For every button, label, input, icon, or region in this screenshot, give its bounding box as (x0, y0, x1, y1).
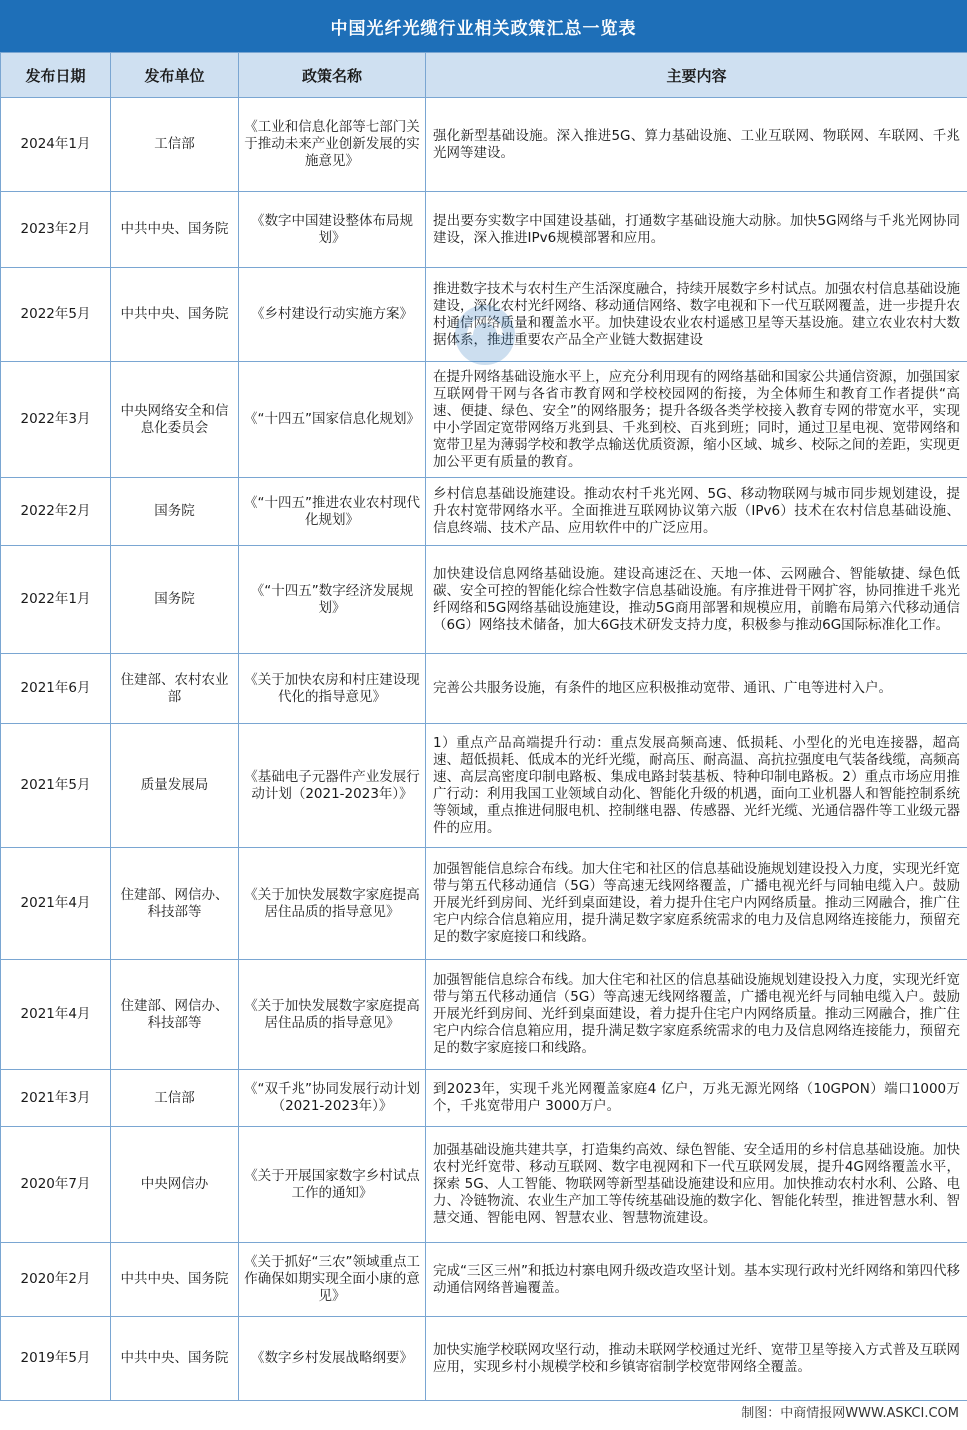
row-date: 2022年3月 (1, 362, 111, 478)
row-date: 2019年5月 (1, 1317, 111, 1401)
table-row (1, 1243, 967, 1317)
row-date: 2020年2月 (1, 1243, 111, 1317)
row-content: 完善公共服务设施，有条件的地区应积极推动宽带、通讯、广电等进村入户。 (426, 654, 967, 724)
row-date: 2023年2月 (1, 192, 111, 268)
row-date: 2022年5月 (1, 268, 111, 362)
table-row (1, 362, 967, 478)
row-org: 工信部 (111, 1070, 239, 1127)
row-policy-name: 《数字乡村发展战略纲要》 (239, 1317, 426, 1401)
table-row (1, 98, 967, 192)
column-header-content: 主要内容 (426, 53, 967, 98)
row-content: 加快建设信息网络基础设施。建设高速泛在、天地一体、云网融合、智能敏捷、绿色低碳、安全可控的智能化综合性数字信息基础设施。有序推进骨干网扩容，协同推进千兆光纤网络和5G网络基础设施建设，推动5G商用部署和规模应用，前瞻布局第六代移动通信（6G）网络技术储备，加大6G技术研发支持力度，积极参与推动6G国际标准化工作。 (426, 546, 967, 654)
table-row (1, 546, 967, 654)
row-policy-name: 《乡村建设行动实施方案》 (239, 268, 426, 362)
row-date: 2022年2月 (1, 478, 111, 546)
table-row (1, 960, 967, 1070)
table-row (1, 268, 967, 362)
row-content: 提出要夯实数字中国建设基础，打通数字基础设施大动脉。加快5G网络与千兆光网协同建设，深入推进IPv6规模部署和应用。 (426, 192, 967, 268)
row-date: 2024年1月 (1, 98, 111, 192)
row-content: 加强智能信息综合布线。加大住宅和社区的信息基础设施规划建设投入力度，实现光纤宽带与第五代移动通信（5G）等高速无线网络覆盖，广播电视光纤与同轴电缆入户。鼓励开展光纤到房间、光纤到桌面建设，着力提升住宅户内网络质量。推动三网融合，推广住宅户内综合信息箱应用，提升满足数字家庭系统需求的电力及信息网络连接能力，预留充足的数字家庭接口和线路。 (426, 960, 967, 1070)
row-content: 加强智能信息综合布线。加大住宅和社区的信息基础设施规划建设投入力度，实现光纤宽带与第五代移动通信（5G）等高速无线网络覆盖，广播电视光纤与同轴电缆入户。鼓励开展光纤到房间、光纤到桌面建设，着力提升住宅户内网络质量。推动三网融合，推广住宅户内综合信息箱应用，提升满足数字家庭系统需求的电力及信息网络连接能力，预留充足的数字家庭接口和线路。 (426, 848, 967, 960)
row-org: 工信部 (111, 98, 239, 192)
table-row (1, 1317, 967, 1401)
row-org: 中共中央、国务院 (111, 268, 239, 362)
column-header-org: 发布单位 (111, 53, 239, 98)
table-row (1, 1070, 967, 1127)
row-policy-name: 《关于抓好“三农”领域重点工作确保如期实现全面小康的意见》 (239, 1243, 426, 1317)
row-date: 2021年6月 (1, 654, 111, 724)
table-row (1, 1127, 967, 1243)
row-content: 完成“三区三州”和抵边村寨电网升级改造攻坚计划。基本实现行政村光纤网络和第四代移动通信网络普遍覆盖。 (426, 1243, 967, 1317)
column-header-policy-name: 政策名称 (239, 53, 426, 98)
table-row (1, 478, 967, 546)
row-org: 住建部、网信办、科技部等 (111, 960, 239, 1070)
table-row (1, 192, 967, 268)
row-policy-name: 《“十四五”国家信息化规划》 (239, 362, 426, 478)
row-content: 加快实施学校联网攻坚行动，推动未联网学校通过光纤、宽带卫星等接入方式普及互联网应用，实现乡村小规模学校和乡镇寄宿制学校宽带网络全覆盖。 (426, 1317, 967, 1401)
row-org: 国务院 (111, 546, 239, 654)
row-policy-name: 《关于加快发展数字家庭提高居住品质的指导意见》 (239, 848, 426, 960)
row-org: 中央网络安全和信息化委员会 (111, 362, 239, 478)
row-content: 在提升网络基础设施水平上，应充分利用现有的网络基础和国家公共通信资源，加强国家互联网骨干网与各省市教育网和学校校园网的衔接，为全体师生和教育工作者提供“高速、便捷、绿色、安全”的网络服务；提升各级各类学校接入教育专网的带宽水平，实现中小学固定宽带网络万兆到县、千兆到校、百兆到班；同时，通过卫星电视、宽带网络和宽带卫星为薄弱学校和教学点输送优质资源，缩小区域、城乡、校际之间的差距，实现更加公平更有质量的教育。 (426, 362, 967, 478)
row-org: 中共中央、国务院 (111, 192, 239, 268)
row-content: 推进数字技术与农村生产生活深度融合，持续开展数字乡村试点。加强农村信息基础设施建设，深化农村光纤网络、移动通信网络、数字电视和下一代互联网覆盖，进一步提升农村通信网络质量和覆盖水平。加快建设农业农村遥感卫星等天基设施。建立农业农村大数据体系，推进重要农产品全产业链大数据建设 (426, 268, 967, 362)
table-row (1, 848, 967, 960)
row-date: 2021年4月 (1, 960, 111, 1070)
row-org: 中央网信办 (111, 1127, 239, 1243)
row-policy-name: 《数字中国建设整体布局规划》 (239, 192, 426, 268)
row-content: 乡村信息基础设施建设。推动农村千兆光网、5G、移动物联网与城市同步规划建设，提升农村宽带网络水平。全面推进互联网协议第六版（IPv6）技术在农村信息基础设施、信息终端、技术产品、应用软件中的广泛应用。 (426, 478, 967, 546)
table-header-row (1, 53, 967, 98)
row-content: 强化新型基础设施。深入推进5G、算力基础设施、工业互联网、物联网、车联网、千兆光网等建设。 (426, 98, 967, 192)
row-content: 加强基础设施共建共享，打造集约高效、绿色智能、安全适用的乡村信息基础设施。加快农村光纤宽带、移动互联网、数字电视网和下一代互联网发展，提升4G网络覆盖水平，探索 5G、人工智能、物联网等新型基础设施建设和应用。加快推动农村水利、公路、电力、冷链物流、农业生产加工等传统基础设施的数字化、智能化转型，推进智慧水利、智慧交通、智能电网、智慧农业、智慧物流建设。 (426, 1127, 967, 1243)
row-date: 2020年7月 (1, 1127, 111, 1243)
table-body (1, 98, 967, 1401)
row-policy-name: 《“双千兆”协同发展行动计划（2021-2023年）》 (239, 1070, 426, 1127)
row-date: 2021年5月 (1, 724, 111, 848)
row-org: 中共中央、国务院 (111, 1243, 239, 1317)
row-org: 住建部、农村农业部 (111, 654, 239, 724)
column-header-date: 发布日期 (1, 53, 111, 98)
row-policy-name: 《“十四五”推进农业农村现代化规划》 (239, 478, 426, 546)
row-policy-name: 《基础电子元器件产业发展行动计划（2021-2023年）》 (239, 724, 426, 848)
row-date: 2021年4月 (1, 848, 111, 960)
row-org: 中共中央、国务院 (111, 1317, 239, 1401)
row-policy-name: 《关于加快发展数字家庭提高居住品质的指导意见》 (239, 960, 426, 1070)
table-row (1, 654, 967, 724)
row-date: 2022年1月 (1, 546, 111, 654)
row-policy-name: 《关于开展国家数字乡村试点工作的通知》 (239, 1127, 426, 1243)
row-policy-name: 《工业和信息化部等七部门关于推动未来产业创新发展的实施意见》 (239, 98, 426, 192)
footer-credit: 制图：中商情报网WWW.ASKCI.COM (741, 1406, 959, 1421)
row-org: 国务院 (111, 478, 239, 546)
row-policy-name: 《“十四五”数字经济发展规划》 (239, 546, 426, 654)
policy-table (0, 52, 967, 1401)
row-org: 住建部、网信办、科技部等 (111, 848, 239, 960)
table-row (1, 724, 967, 848)
row-policy-name: 《关于加快农房和村庄建设现代化的指导意见》 (239, 654, 426, 724)
row-content: 到2023年，实现千兆光网覆盖家庭4 亿户，万兆无源光网络（10GPON）端口1000万个，千兆宽带用户 3000万户。 (426, 1070, 967, 1127)
row-date: 2021年3月 (1, 1070, 111, 1127)
row-content: 1）重点产品高端提升行动：重点发展高频高速、低损耗、小型化的光电连接器，超高速、超低损耗、低成本的光纤光缆，耐高压、耐高温、高抗拉强度电气装备线缆，高频高速、高层高密度印制电路板、集成电路封装基板、特种印制电路板。2）重点市场应用推广行动：利用我国工业领域自动化、智能化升级的机遇，面向工业机器人和智能控制系统等领域，重点推进伺服电机、控制继电器、传感器、光纤光缆、光通信器件等工业级元器件的应用。 (426, 724, 967, 848)
row-org: 质量发展局 (111, 724, 239, 848)
page-title: 中国光纤光缆行业相关政策汇总一览表 (0, 0, 967, 52)
